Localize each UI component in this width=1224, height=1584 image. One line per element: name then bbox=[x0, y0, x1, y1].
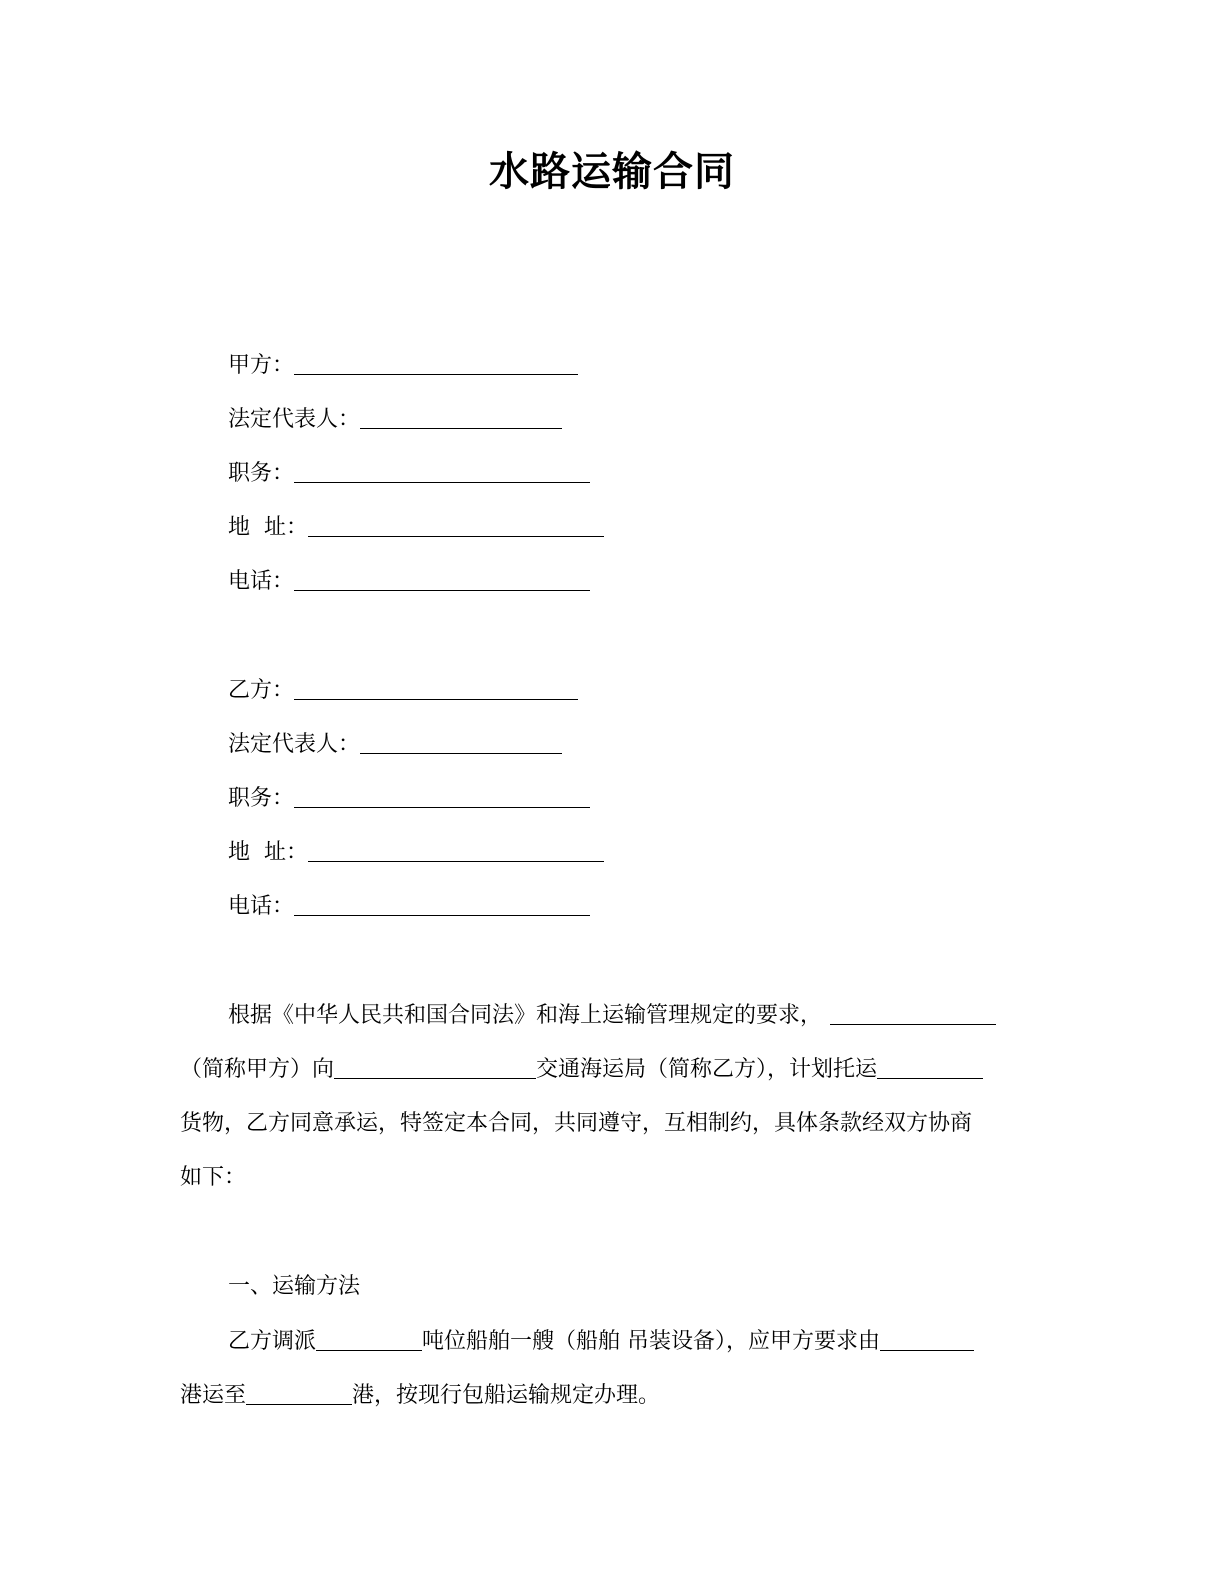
party-a-phone-label: 电话： bbox=[228, 569, 295, 594]
party-a-position-blank[interactable] bbox=[294, 456, 590, 483]
preamble-text-4: 如下： bbox=[180, 1165, 247, 1190]
party-a-rep-label: 法定代表人： bbox=[228, 407, 361, 432]
party-a-address-field bbox=[228, 510, 604, 546]
party-b-rep-label: 法定代表人： bbox=[228, 732, 361, 757]
section-1-text-2b: 港，按现行包船运输规定办理。 bbox=[352, 1383, 661, 1408]
tonnage-blank[interactable] bbox=[316, 1324, 422, 1351]
section-1-text-1a: 乙方调派 bbox=[228, 1329, 317, 1354]
section-1-line-2 bbox=[180, 1378, 660, 1414]
party-a-rep-field bbox=[228, 402, 562, 438]
party-a-position-field bbox=[228, 456, 590, 492]
party-a-name-blank[interactable] bbox=[294, 348, 578, 375]
party-a-address-blank[interactable] bbox=[308, 510, 604, 537]
preamble-line-2 bbox=[180, 1052, 983, 1088]
page-title: 水路运输合同 bbox=[489, 149, 735, 195]
party-b-name-field bbox=[228, 673, 578, 709]
party-b-address-blank[interactable] bbox=[308, 835, 604, 862]
party-b-phone-field bbox=[228, 889, 590, 925]
section-1-text-2a: 港运至 bbox=[180, 1383, 247, 1408]
preamble-line-1 bbox=[228, 998, 996, 1034]
preamble-text-2b: 交通海运局（简称乙方），计划托运 bbox=[536, 1057, 878, 1082]
origin-port-blank[interactable] bbox=[880, 1324, 974, 1351]
section-1-heading: 一、运输方法 bbox=[228, 1274, 361, 1299]
party-b-phone-label: 电话： bbox=[228, 894, 295, 919]
party-a-phone-field bbox=[228, 564, 590, 600]
preamble-client-blank[interactable] bbox=[830, 998, 996, 1025]
preamble-cargo-blank[interactable] bbox=[877, 1052, 983, 1079]
party-b-rep-field bbox=[228, 727, 562, 763]
destination-port-blank[interactable] bbox=[246, 1378, 352, 1405]
party-b-name-blank[interactable] bbox=[294, 673, 578, 700]
party-b-position-blank[interactable] bbox=[294, 781, 590, 808]
party-b-rep-blank[interactable] bbox=[360, 727, 562, 754]
party-a-address-label: 地 址： bbox=[228, 515, 308, 540]
preamble-text-3: 货物，乙方同意承运，特签定本合同，共同遵守，互相制约，具体条款经双方协商 bbox=[180, 1111, 973, 1136]
party-b-phone-blank[interactable] bbox=[294, 889, 590, 916]
party-b-position-field bbox=[228, 781, 590, 817]
party-b-address-label: 地 址： bbox=[228, 840, 308, 865]
preamble-line-4 bbox=[180, 1160, 246, 1196]
party-a-position-label: 职务： bbox=[228, 461, 295, 486]
party-a-name-field bbox=[228, 348, 578, 384]
preamble-text-2a: （简称甲方）向 bbox=[180, 1057, 335, 1082]
party-a-phone-blank[interactable] bbox=[294, 564, 590, 591]
preamble-text-1: 根据《中华人民共和国合同法》和海上运输管理规定的要求， bbox=[228, 1003, 823, 1028]
party-b-name-label: 乙方： bbox=[228, 678, 295, 703]
preamble-carrier-blank[interactable] bbox=[334, 1052, 536, 1079]
party-b-address-field bbox=[228, 835, 604, 871]
preamble-line-3 bbox=[180, 1106, 972, 1142]
section-1-text-1b: 吨位船舶一艘（船舶 吊装设备），应甲方要求由 bbox=[422, 1329, 881, 1354]
section-1-line-1 bbox=[228, 1324, 974, 1360]
party-a-rep-blank[interactable] bbox=[360, 402, 562, 429]
party-b-position-label: 职务： bbox=[228, 786, 295, 811]
party-a-name-label: 甲方： bbox=[228, 353, 295, 378]
